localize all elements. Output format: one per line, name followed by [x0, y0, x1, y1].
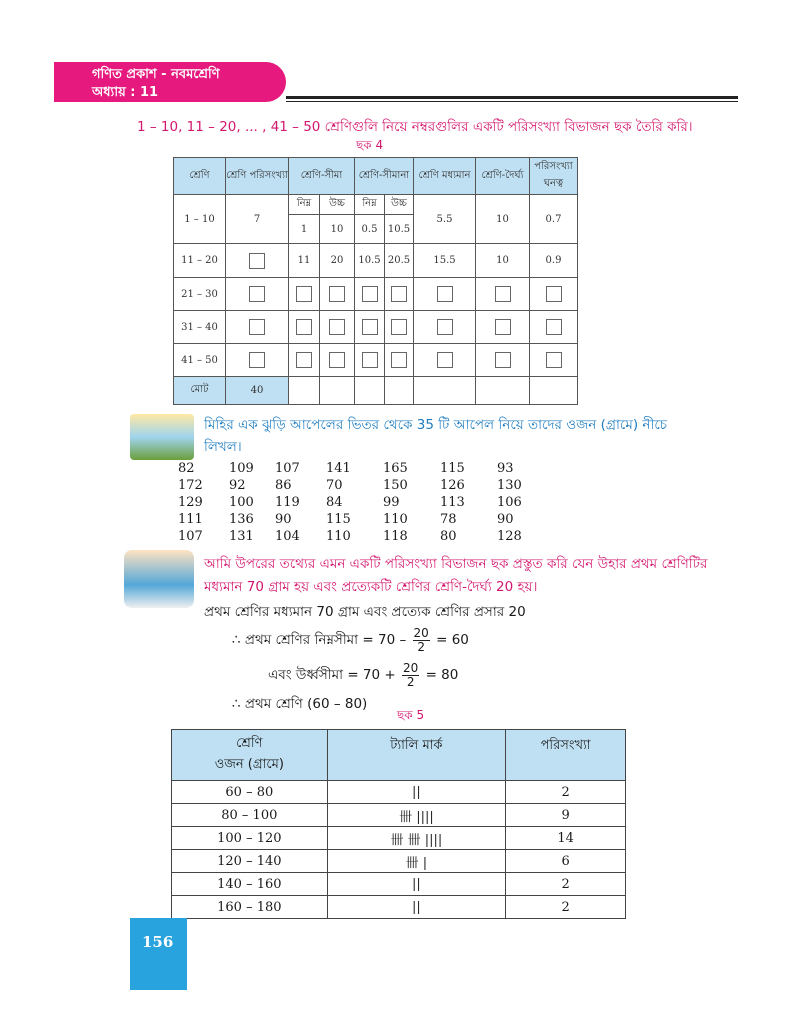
chapter-header [54, 62, 286, 102]
weight-value: 84 [326, 495, 343, 510]
header-midpoint: শ্রেণি মধ্যমান [414, 158, 476, 195]
weight-value: 136 [229, 512, 254, 527]
weight-value: 111 [178, 512, 203, 527]
blank-box [249, 253, 265, 269]
weight-value: 150 [383, 478, 408, 493]
fraction-denominator: 2 [417, 639, 425, 654]
intro-line: 1 – 10, 11 – 20, ... , 41 – 50 শ্রেণিগুলি নিয়ে নম্বরগুলির একটি পরিসংখ্যা বিভাজন ছক তৈরি করি। [137, 119, 693, 135]
header-line: শ্রেণি [236, 736, 263, 751]
header-line: ওজন (গ্রামে) [214, 757, 284, 772]
weight-value: 126 [440, 478, 465, 493]
table-cell: 10 [476, 195, 530, 244]
class-cell: 60 – 80 [172, 781, 328, 804]
table-row [172, 896, 626, 919]
blank-box [249, 319, 265, 335]
weight-value: 131 [229, 529, 254, 544]
table-row [172, 873, 626, 896]
table-cell: 1 [289, 215, 320, 244]
table-cell [355, 311, 385, 344]
tally-cell: || [327, 781, 506, 804]
header-class-weight [172, 730, 328, 781]
table5-caption: ছক 5 [397, 708, 425, 722]
weight-value: 115 [440, 461, 465, 476]
step-2-text: ∴ প্রথম শ্রেণির নিম্নসীমা = 70 – [232, 632, 407, 648]
table-cell [289, 278, 320, 311]
tally-cell: || [327, 896, 506, 919]
fraction [413, 627, 430, 654]
frequency-cell: 6 [506, 850, 626, 873]
weights-row [178, 494, 537, 511]
table-cell [414, 344, 476, 377]
weight-value: 129 [178, 495, 203, 510]
table-cell: 7 [226, 195, 289, 244]
table-cell: 10 [320, 215, 355, 244]
header-tally: ট্যালি মার্ক [327, 730, 506, 781]
chapter-number: অধ্যায় : 11 [92, 85, 159, 100]
frequency-cell: 9 [506, 804, 626, 827]
table-cell [226, 311, 289, 344]
step-2 [232, 625, 469, 655]
class-cell: 100 – 120 [172, 827, 328, 850]
sub-header-high: উচ্চ [320, 195, 355, 215]
weight-value: 141 [326, 461, 351, 476]
table-cell [414, 278, 476, 311]
tally-cell: 卌 卌 |||| [327, 827, 506, 850]
table-cell [385, 311, 414, 344]
class-cell: 160 – 180 [172, 896, 328, 919]
table-cell: 11 [289, 244, 320, 278]
tally-cell: 卌 |||| [327, 804, 506, 827]
frequency-table-4 [173, 157, 578, 405]
table-cell [530, 278, 578, 311]
weight-value: 106 [497, 495, 522, 510]
frequency-cell: 2 [506, 873, 626, 896]
weight-value: 92 [229, 478, 246, 493]
weight-value: 99 [383, 495, 400, 510]
table-cell: 31 – 40 [174, 311, 226, 344]
blank-box [362, 352, 378, 368]
weight-value: 90 [275, 512, 292, 527]
table-cell [530, 344, 578, 377]
mihir-text-line1: মিহির এক ঝুড়ি আপেলের ভিতর থেকে 35 টি আপেল নিয়ে তাদের ওজন (গ্রামে) নীচে [204, 417, 668, 433]
weight-value: 78 [440, 512, 457, 527]
blank-box [495, 352, 511, 368]
blank-box [391, 352, 407, 368]
table-cell [476, 344, 530, 377]
table-cell: 0.7 [530, 195, 578, 244]
table-row [172, 850, 626, 873]
table-cell [226, 244, 289, 278]
weight-value: 82 [178, 461, 195, 476]
table-cell [530, 311, 578, 344]
girl-reading-illustration [124, 550, 194, 608]
step-3-result: = 80 [425, 667, 459, 683]
table-cell: 41 – 50 [174, 344, 226, 377]
blank-box [391, 319, 407, 335]
fraction-numerator: 20 [403, 660, 419, 675]
weight-value: 172 [178, 478, 203, 493]
header-rule [286, 96, 738, 99]
blank-box [546, 319, 562, 335]
table-cell: 21 – 30 [174, 278, 226, 311]
table-cell: 5.5 [414, 195, 476, 244]
weights-row [178, 511, 537, 528]
step-3 [268, 660, 458, 690]
weight-value: 110 [326, 529, 351, 544]
table-row [172, 781, 626, 804]
weight-value: 80 [440, 529, 457, 544]
weights-row [178, 477, 537, 494]
header-frequency: শ্রেণি পরিসংখ্যা [226, 158, 289, 195]
header-class-limits: শ্রেণি-সীমা [289, 158, 355, 195]
frequency-cell: 2 [506, 781, 626, 804]
table-cell: 15.5 [414, 244, 476, 278]
task-text-line1: আমি উপরের তথ্যের এমন একটি পরিসংখ্যা বিভাজন ছক প্রস্তুত করি যেন উহার প্রথম শ্রেণিটির [204, 556, 708, 572]
blank-box [437, 286, 453, 302]
blank-box [437, 319, 453, 335]
weight-value: 104 [275, 529, 300, 544]
mihir-text-line2: লিখল। [204, 439, 242, 455]
blank-box [437, 352, 453, 368]
frequency-cell: 14 [506, 827, 626, 850]
weight-value: 118 [383, 529, 408, 544]
blank-box [296, 286, 312, 302]
table4-caption: ছক 4 [356, 138, 384, 152]
total-value: 40 [226, 377, 289, 405]
table-cell: 10.5 [385, 215, 414, 244]
table-cell: 0.5 [355, 215, 385, 244]
weight-value: 86 [275, 478, 292, 493]
table-cell [226, 344, 289, 377]
weight-value: 107 [178, 529, 203, 544]
table-cell [226, 278, 289, 311]
table-cell [320, 311, 355, 344]
table-cell [289, 344, 320, 377]
weights-row [178, 460, 537, 477]
blank-box [495, 319, 511, 335]
table-cell [476, 278, 530, 311]
task-text-line2: মধ্যমান 70 গ্রাম হয় এবং প্রত্যেকটি শ্রেণির শ্রেণি-দৈর্ঘ্য 20 হয়। [204, 579, 538, 595]
weight-value: 93 [497, 461, 514, 476]
frequency-table-5 [171, 729, 626, 919]
class-cell: 140 – 160 [172, 873, 328, 896]
blank-box [249, 286, 265, 302]
weight-value: 119 [275, 495, 300, 510]
weights-data [178, 460, 537, 545]
table-cell: 1 – 10 [174, 195, 226, 244]
boy-with-apples-illustration [130, 414, 194, 460]
header-frequency: পরিসংখ্যা [506, 730, 626, 781]
fraction-denominator: 2 [406, 674, 415, 689]
table-cell: 10 [476, 244, 530, 278]
table-cell [385, 344, 414, 377]
weight-value: 100 [229, 495, 254, 510]
step-4: ∴ প্রথম শ্রেণি (60 – 80) [232, 696, 368, 712]
fraction [402, 662, 419, 689]
tally-cell: || [327, 873, 506, 896]
class-cell: 120 – 140 [172, 850, 328, 873]
sub-header-low: নিম্ন [355, 195, 385, 215]
table-cell [289, 311, 320, 344]
blank-box [495, 286, 511, 302]
book-title: গণিত প্রকাশ - নবমশ্রেণি [92, 67, 220, 82]
blank-box [296, 352, 312, 368]
table-cell [355, 278, 385, 311]
header-class: শ্রেণি [174, 158, 226, 195]
header-density: পরিসংখ্যা ঘনত্ব [530, 158, 578, 195]
weight-value: 115 [326, 512, 351, 527]
blank-box [362, 319, 378, 335]
fraction-numerator: 20 [413, 625, 429, 640]
weight-value: 90 [497, 512, 514, 527]
table-cell [320, 278, 355, 311]
header-class-length: শ্রেণি-দৈর্ঘ্য [476, 158, 530, 195]
header-rule-thin [286, 101, 738, 102]
tally-cell: 卌 | [327, 850, 506, 873]
weight-value: 110 [383, 512, 408, 527]
blank-box [546, 286, 562, 302]
class-cell: 80 – 100 [172, 804, 328, 827]
blank-box [391, 286, 407, 302]
header-class-boundaries: শ্রেণি-সীমানা [355, 158, 414, 195]
weights-row [178, 528, 537, 545]
step-1: প্রথম শ্রেণির মধ্যমান 70 গ্রাম এবং প্রত্যেক শ্রেণির প্রসার 20 [204, 604, 526, 620]
weight-value: 70 [326, 478, 343, 493]
frequency-cell: 2 [506, 896, 626, 919]
table-cell [355, 344, 385, 377]
table-cell [385, 278, 414, 311]
blank-box [362, 286, 378, 302]
table-cell: 20.5 [385, 244, 414, 278]
weight-value: 109 [229, 461, 254, 476]
page-number-box [130, 918, 187, 990]
table-cell: 11 – 20 [174, 244, 226, 278]
table-row [172, 827, 626, 850]
blank-box [546, 352, 562, 368]
blank-box [329, 319, 345, 335]
table-cell: 10.5 [355, 244, 385, 278]
weight-value: 130 [497, 478, 522, 493]
step-3-text: এবং উর্ধ্বসীমা = 70 + [268, 667, 396, 683]
blank-box [296, 319, 312, 335]
blank-box [329, 352, 345, 368]
weight-value: 113 [440, 495, 465, 510]
table-cell [476, 311, 530, 344]
table-cell [414, 311, 476, 344]
page-number: 156 [142, 933, 174, 951]
sub-header-high: উচ্চ [385, 195, 414, 215]
weight-value: 128 [497, 529, 522, 544]
table-cell [320, 344, 355, 377]
blank-box [249, 352, 265, 368]
table-cell: 0.9 [530, 244, 578, 278]
total-label: মোট [174, 377, 226, 405]
weight-value: 107 [275, 461, 300, 476]
weight-value: 165 [383, 461, 408, 476]
table-cell: 20 [320, 244, 355, 278]
step-2-result: = 60 [436, 632, 469, 648]
blank-box [329, 286, 345, 302]
table-row [172, 804, 626, 827]
sub-header-low: নিম্ন [289, 195, 320, 215]
